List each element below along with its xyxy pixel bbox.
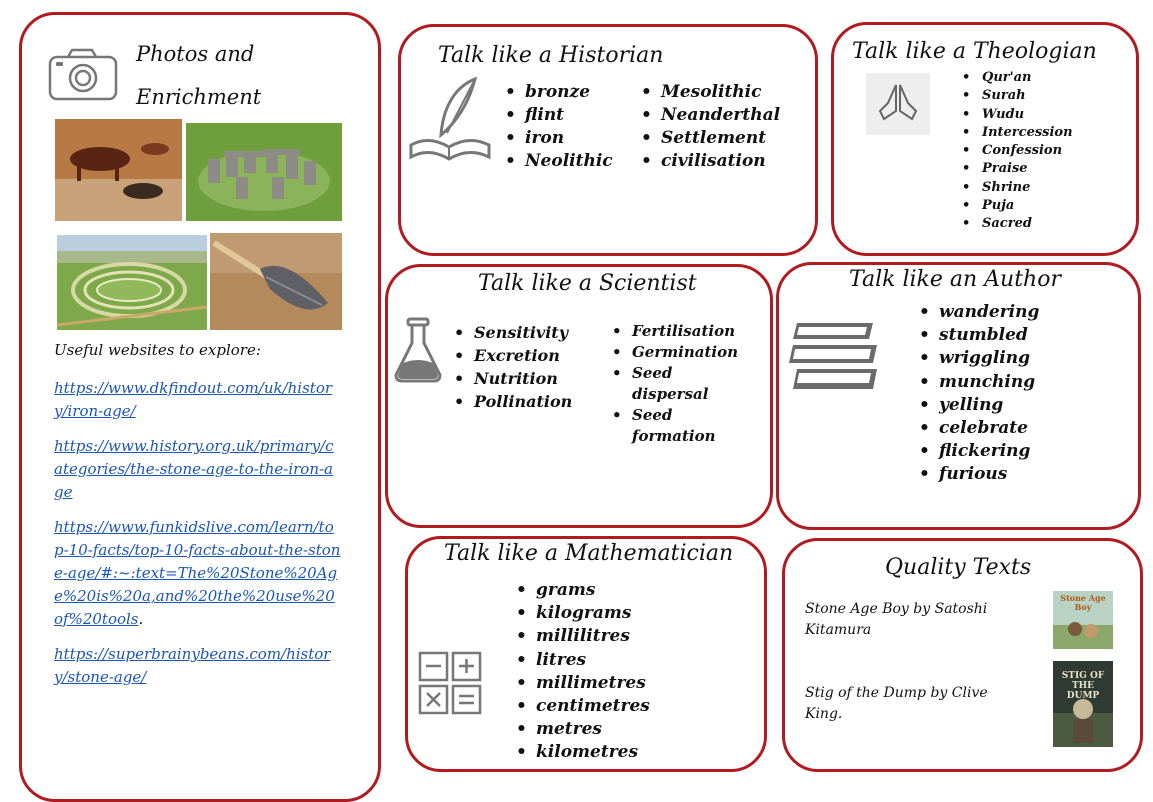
- scientist-list-1: [450, 321, 572, 413]
- enrichment-title: Photos and Enrichment: [136, 42, 262, 109]
- mathematician-list: [512, 579, 650, 765]
- scientist-list-2: [608, 321, 738, 447]
- link-dkfindout: [54, 377, 342, 423]
- list-item: • bronze: [501, 81, 613, 104]
- book-cover-title: STIG OF THE DUMP: [1061, 671, 1105, 701]
- list-item: • wriggling: [915, 347, 1039, 370]
- scientist-panel: [385, 264, 773, 528]
- book-stig-of-the-dump: Stig of the Dump by Clive King.: [805, 685, 988, 722]
- praying-hands-icon: [866, 73, 930, 135]
- stonehenge-photo: [186, 123, 342, 221]
- link-list: [54, 377, 342, 689]
- enrichment-panel: [19, 12, 381, 802]
- theologian-title: Talk like a Theologian: [852, 39, 1097, 64]
- theologian-panel: [831, 22, 1139, 256]
- author-title: Talk like an Author: [849, 267, 1061, 292]
- historian-list-1: [501, 81, 613, 173]
- quill-book-icon: [407, 75, 493, 161]
- cave-painting-photo: [55, 119, 182, 221]
- books-icon: [787, 317, 883, 391]
- list-item: • grams: [512, 579, 650, 602]
- calculator-icon: [418, 651, 482, 715]
- list-item: • kilograms: [512, 602, 650, 625]
- list-item: • Neolithic: [501, 150, 613, 173]
- link-funkidslive-anchor[interactable]: https://www.funkidslive.com/learn/top-10-facts/top-10-facts-about-the-stone-age/#:~:text=The%20Stone%20Age%20is%20a,and%20the%20use%20of%20tools: [54, 518, 341, 628]
- list-item: • Germination: [608, 342, 738, 363]
- list-item: • Seed dispersal: [608, 363, 728, 405]
- list-item: • Sacred: [958, 215, 1073, 233]
- book-cover-title: Stone Age Boy: [1060, 593, 1106, 612]
- list-item: • iron: [501, 127, 613, 150]
- websites-label: Useful websites to explore:: [54, 341, 261, 359]
- list-item: • furious: [915, 463, 1039, 486]
- mathematician-panel: [405, 536, 767, 772]
- list-item: • Fertilisation: [608, 321, 738, 342]
- list-item: • Puja: [958, 197, 1073, 215]
- list-item: • Settlement: [637, 127, 780, 150]
- list-item: • civilisation: [637, 150, 780, 173]
- link-dkfindout-anchor[interactable]: https://www.dkfindout.com/uk/history/iron-age/: [54, 379, 333, 420]
- list-item: • kilometres: [512, 741, 650, 764]
- historian-panel: [398, 24, 818, 256]
- list-item: • litres: [512, 649, 650, 672]
- list-item: • Surah: [958, 87, 1073, 105]
- list-item: • wandering: [915, 301, 1039, 324]
- book-cover-stig: [1053, 661, 1113, 747]
- list-item: • Excretion: [450, 344, 572, 367]
- list-item: • stumbled: [915, 324, 1039, 347]
- list-item: • Seed formation: [608, 405, 728, 447]
- list-item: • millilitres: [512, 625, 650, 648]
- flask-icon: [392, 317, 444, 383]
- camera-icon: [48, 47, 118, 101]
- list-item: • flickering: [915, 440, 1039, 463]
- link-superbrainybeans-anchor[interactable]: https://superbrainybeans.com/history/stone-age/: [54, 645, 331, 686]
- list-item: • millimetres: [512, 672, 650, 695]
- link-history-org-anchor[interactable]: https://www.history.org.uk/primary/categories/the-stone-age-to-the-iron-age: [54, 437, 334, 501]
- list-item: • Mesolithic: [637, 81, 780, 104]
- link-trailing-period: .: [138, 610, 144, 628]
- list-item: • Neanderthal: [637, 104, 780, 127]
- list-item: • metres: [512, 718, 650, 741]
- list-item: • centimetres: [512, 695, 650, 718]
- quality-texts-panel: [782, 538, 1143, 772]
- list-item: • Shrine: [958, 179, 1073, 197]
- list-item: • celebrate: [915, 417, 1039, 440]
- theologian-list: [958, 69, 1073, 234]
- mathematician-title: Talk like a Mathematician: [444, 541, 734, 566]
- historian-title: Talk like a Historian: [438, 43, 664, 68]
- link-funkidslive: [54, 516, 342, 631]
- link-history-org: [54, 435, 342, 504]
- list-item: • Sensitivity: [450, 321, 572, 344]
- list-item: • Confession: [958, 142, 1073, 160]
- list-item: • Praise: [958, 160, 1073, 178]
- book-stone-age-boy: Stone Age Boy by Satoshi Kitamura: [805, 601, 988, 638]
- list-item: • Intercession: [958, 124, 1073, 142]
- book-cover-stone-age-boy: [1053, 591, 1113, 649]
- hillfort-photo: [57, 235, 207, 330]
- list-item: • Nutrition: [450, 367, 572, 390]
- scientist-title: Talk like a Scientist: [478, 271, 697, 296]
- list-item: • flint: [501, 104, 613, 127]
- quality-texts-title: Quality Texts: [885, 555, 1032, 580]
- list-item: • munching: [915, 371, 1039, 394]
- list-item: • yelling: [915, 394, 1039, 417]
- list-item: • Wudu: [958, 106, 1073, 124]
- spearhead-photo: [210, 233, 342, 330]
- list-item: • Pollination: [450, 390, 572, 413]
- link-superbrainybeans: [54, 643, 342, 689]
- author-list: [915, 301, 1039, 487]
- list-item: • Qur'an: [958, 69, 1073, 87]
- historian-list-2: [637, 81, 780, 173]
- author-panel: [776, 262, 1141, 530]
